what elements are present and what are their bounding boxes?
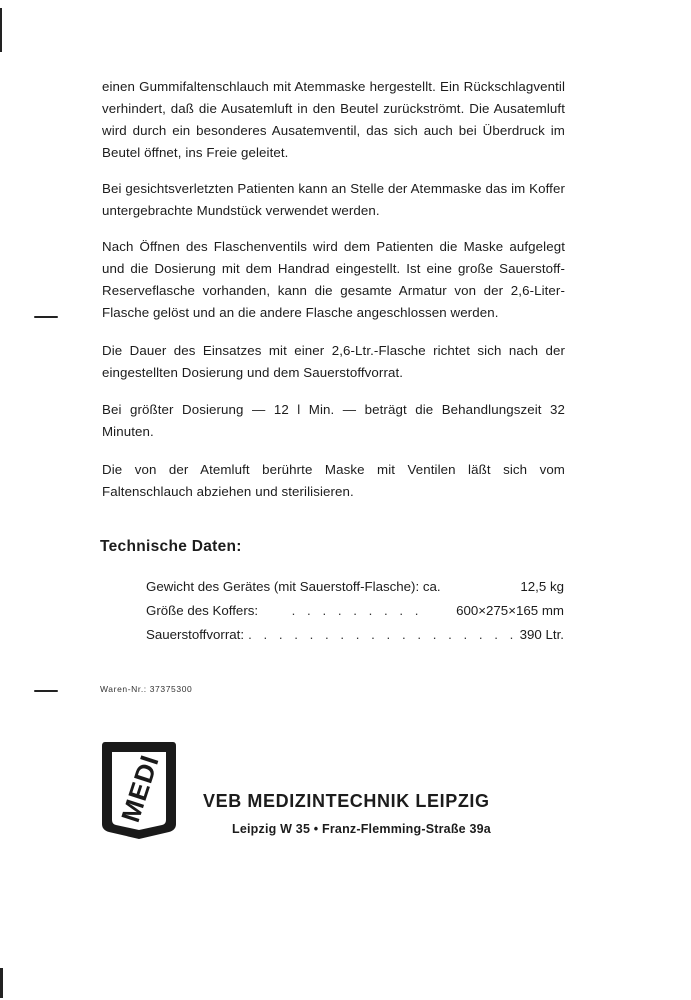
binding-hole-mark xyxy=(34,316,58,318)
spec-label: Größe des Koffers: xyxy=(146,603,259,618)
paragraph-face-injury: Bei gesichtsverletzten Patienten kann an Stelle der Atemmaske das im Koffer untergebrachte Mundstück verwendet werden. xyxy=(102,181,565,218)
technical-data-heading: Technische Daten: xyxy=(100,538,242,555)
spec-row-weight xyxy=(146,576,564,598)
spec-value: 12,5 kg xyxy=(520,579,564,594)
paragraph-operation: Nach Öffnen des Flaschenventils wird dem Patienten die Maske aufgelegt und die Dosierung mit dem Handrad eingestellt. Ist eine große Sauerstoff-Reserveflasche vorhanden, kann die gesamte Armatur von der 2,6-Liter-Flasche gelöst und an die andere Flasche angeschlossen werden. xyxy=(102,239,565,320)
scan-edge-mark xyxy=(0,968,3,998)
leader-dots: . . . . . . . . . . . . . . . . . . xyxy=(248,627,518,642)
scan-edge-mark xyxy=(0,8,2,52)
ware-number: Waren-Nr.: 37375300 xyxy=(100,684,193,694)
svg-text:MEDI: MEDI xyxy=(115,750,165,826)
paragraph-max-dosage: Bei größter Dosierung — 12 l Min. — beträgt die Behandlungszeit 32 Minuten. xyxy=(102,402,565,439)
paragraph-sterilization: Die von der Atemluft berührte Maske mit Ventilen läßt sich vom Faltenschlauch abziehen und sterilisieren. xyxy=(102,462,565,499)
spec-label: Gewicht des Gerätes (mit Sauerstoff-Flasche): ca. xyxy=(146,579,441,594)
company-address: Leipzig W 35 • Franz-Flemming-Straße 39a xyxy=(232,822,491,836)
spec-row-oxygen-supply xyxy=(146,624,564,646)
paragraph-equipment-description: einen Gummifaltenschlauch mit Atemmaske hergestellt. Ein Rückschlagventil verhindert, daß die Ausatemluft in den Beutel zurückströmt. Die Ausatemluft wird durch ein besonderes Ausatemventil, das sich auch bei Überdruck im Beutel öffnet, ins Freie geleitet. xyxy=(102,79,565,160)
spec-value: 390 Ltr. xyxy=(519,627,564,642)
binding-hole-mark xyxy=(34,690,58,692)
medi-logo xyxy=(99,738,179,841)
spec-row-case-size xyxy=(146,600,564,622)
spec-value: 600×275×165 mm xyxy=(456,603,564,618)
spec-label: Sauerstoffvorrat: xyxy=(146,627,245,642)
paragraph-duration: Die Dauer des Einsatzes mit einer 2,6-Ltr.-Flasche richtet sich nach der eingestellten Dosierung und dem Sauerstoffvorrat. xyxy=(102,343,565,380)
leader-dots: . . . . . . . . . xyxy=(291,603,423,618)
company-name: VEB MEDIZINTECHNIK LEIPZIG xyxy=(203,791,490,811)
